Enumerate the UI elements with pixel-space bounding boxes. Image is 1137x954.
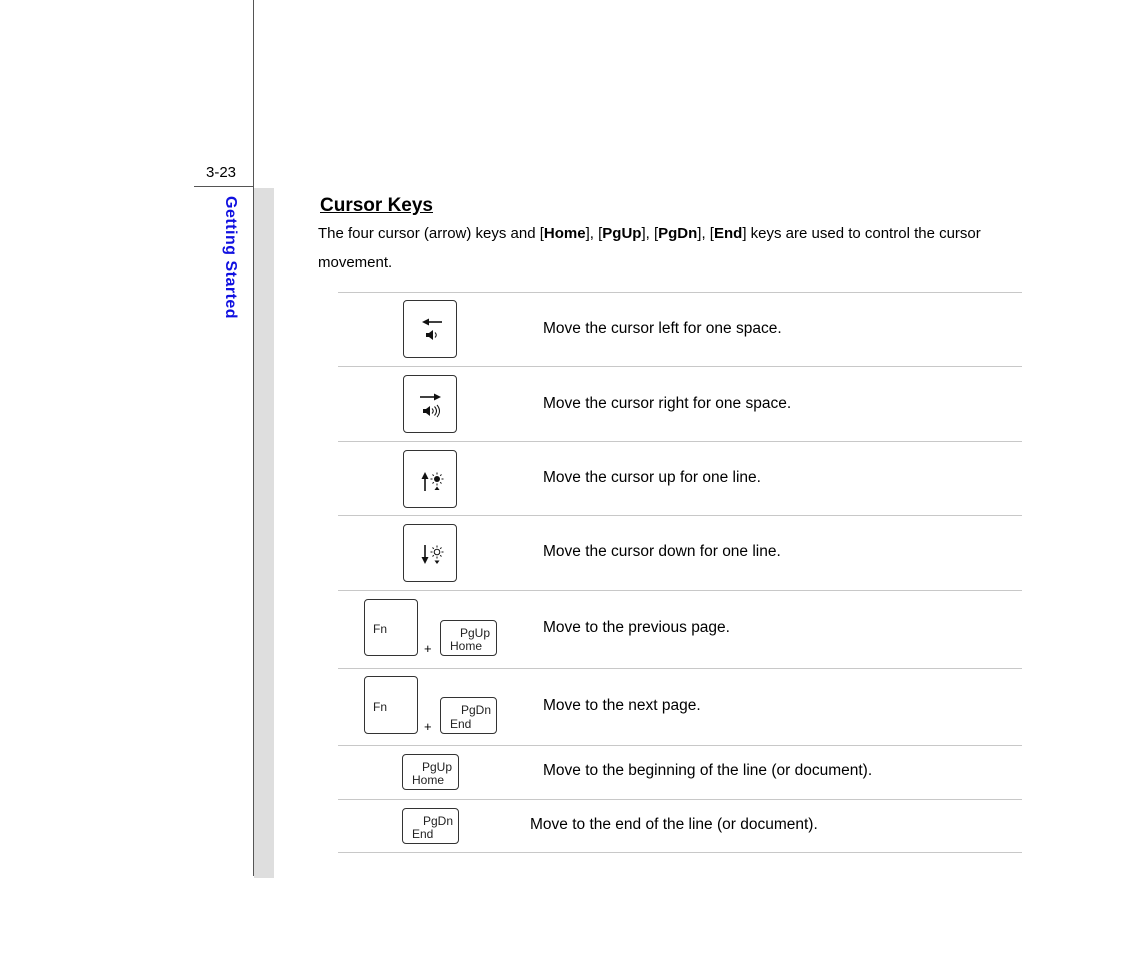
table-rule	[338, 590, 1022, 591]
fn-key-icon: Fn	[364, 599, 418, 656]
page-number: 3-23	[206, 164, 237, 181]
intro-paragraph: The four cursor (arrow) keys and [Home], [PgUp], [PgDn], [End] keys are used to control the cursor movement.	[318, 225, 981, 271]
table-rule	[338, 799, 1022, 800]
row-description: Move to the next page.	[543, 697, 701, 714]
section-heading: Cursor Keys	[320, 195, 433, 216]
pgdn-end-key-icon: PgDn End	[402, 808, 459, 844]
page-number-rule	[194, 186, 254, 187]
fn-key-icon: Fn	[364, 676, 418, 734]
section-label: Getting Started	[222, 196, 239, 320]
pgup-home-key-icon: PgUp Home	[440, 620, 497, 656]
table-rule	[338, 668, 1022, 669]
up-arrow-brightness-up-key-icon	[403, 450, 457, 508]
row-description: Move to the previous page.	[543, 619, 730, 636]
table-rule	[338, 745, 1022, 746]
table-rule	[338, 441, 1022, 442]
row-description: Move the cursor up for one line.	[543, 469, 761, 486]
table-rule	[338, 515, 1022, 516]
left-arrow-volume-down-key-icon	[403, 300, 457, 358]
table-rule	[338, 852, 1022, 853]
row-description: Move the cursor right for one space.	[543, 395, 792, 412]
row-description: Move to the beginning of the line (or document).	[543, 762, 873, 779]
plus-sign: +	[424, 641, 432, 656]
pgup-home-key-icon: PgUp Home	[402, 754, 459, 790]
pgdn-end-key-icon: PgDn End	[440, 697, 497, 734]
row-description: Move the cursor left for one space.	[543, 320, 782, 337]
row-description: Move the cursor down for one line.	[543, 543, 781, 560]
down-arrow-brightness-down-key-icon	[403, 524, 457, 582]
plus-sign: +	[424, 719, 432, 734]
table-rule	[338, 292, 1022, 293]
side-tab-bar	[254, 188, 274, 878]
table-rule	[338, 366, 1022, 367]
row-description: Move to the end of the line (or document).	[530, 816, 818, 833]
right-arrow-volume-up-key-icon	[403, 375, 457, 433]
